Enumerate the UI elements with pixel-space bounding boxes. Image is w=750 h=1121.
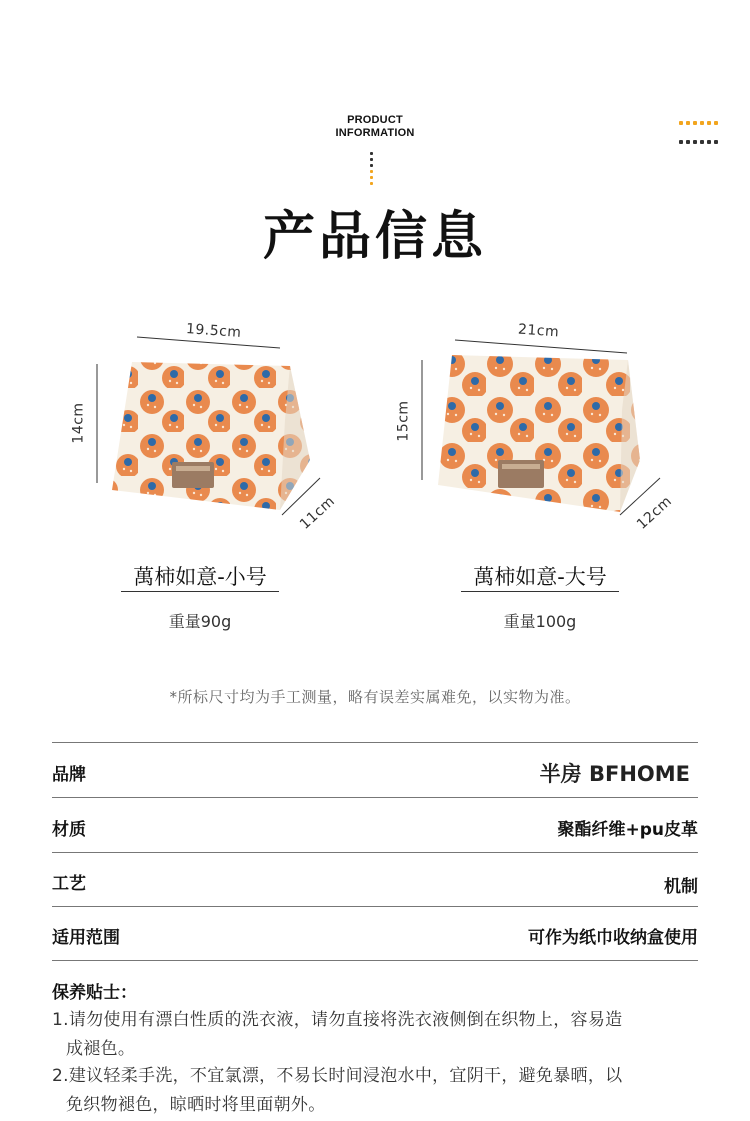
product-large-weight: 重量100g [503,612,577,631]
page-title: 产品信息 [262,207,487,267]
product-large-name: 萬柿如意-大号 [473,565,607,589]
spec-divider [52,906,698,907]
spec-value-material: 聚酯纤维+pu皮革 [557,820,698,840]
product-small-name: 萬柿如意-小号 [133,565,267,589]
care-item-2-line-1: 2.建议轻柔手洗，不宜氯漂，不易长时间浸泡水中，宜阴干，避免暴晒，以 [52,1066,623,1086]
measurement-note: *所标尺寸均为手工测量，略有误差实属难免，以实物为准。 [169,688,581,706]
large-height-label: 15cm [395,400,412,442]
header-english-line-1: PRODUCT [347,114,403,126]
spec-value-usage: 可作为纸巾收纳盒使用 [528,928,698,948]
product-large-image [422,340,660,515]
spec-divider [52,960,698,961]
spec-label-material: 材质 [52,820,86,840]
vertical-dots-divider [370,152,374,188]
care-tips-title: 保养贴士： [52,983,137,1003]
care-item-1-line-2: 成褪色。 [66,1039,136,1059]
spec-label-brand: 品牌 [52,765,86,785]
product-large-underline [461,591,619,592]
spec-divider [52,742,698,743]
header-english-title [300,114,450,140]
corner-dots-decoration [679,114,723,152]
care-item-2-line-2: 免织物褪色，晾晒时将里面朝外。 [66,1095,326,1115]
product-small-underline [121,591,279,592]
product-small-image [97,337,320,515]
spec-value-craft: 机制 [664,877,698,897]
spec-value-brand: 半房 BFHOME [539,762,690,786]
spec-label-usage: 适用范围 [52,928,120,948]
small-depth-label: 11cm [296,493,339,533]
spec-divider [52,797,698,798]
large-depth-label: 12cm [633,493,676,533]
header-english-line-2: INFORMATION [335,127,415,139]
product-small-weight: 重量90g [168,612,232,631]
small-height-label: 14cm [70,402,87,444]
spec-label-craft: 工艺 [52,874,86,894]
product-illustrations [0,300,750,550]
small-width-label: 19.5cm [185,321,243,341]
care-item-1-line-1: 1.请勿使用有漂白性质的洗衣液，请勿直接将洗衣液侧倒在织物上，容易造 [52,1010,623,1030]
spec-divider [52,852,698,853]
large-width-label: 21cm [517,321,560,341]
